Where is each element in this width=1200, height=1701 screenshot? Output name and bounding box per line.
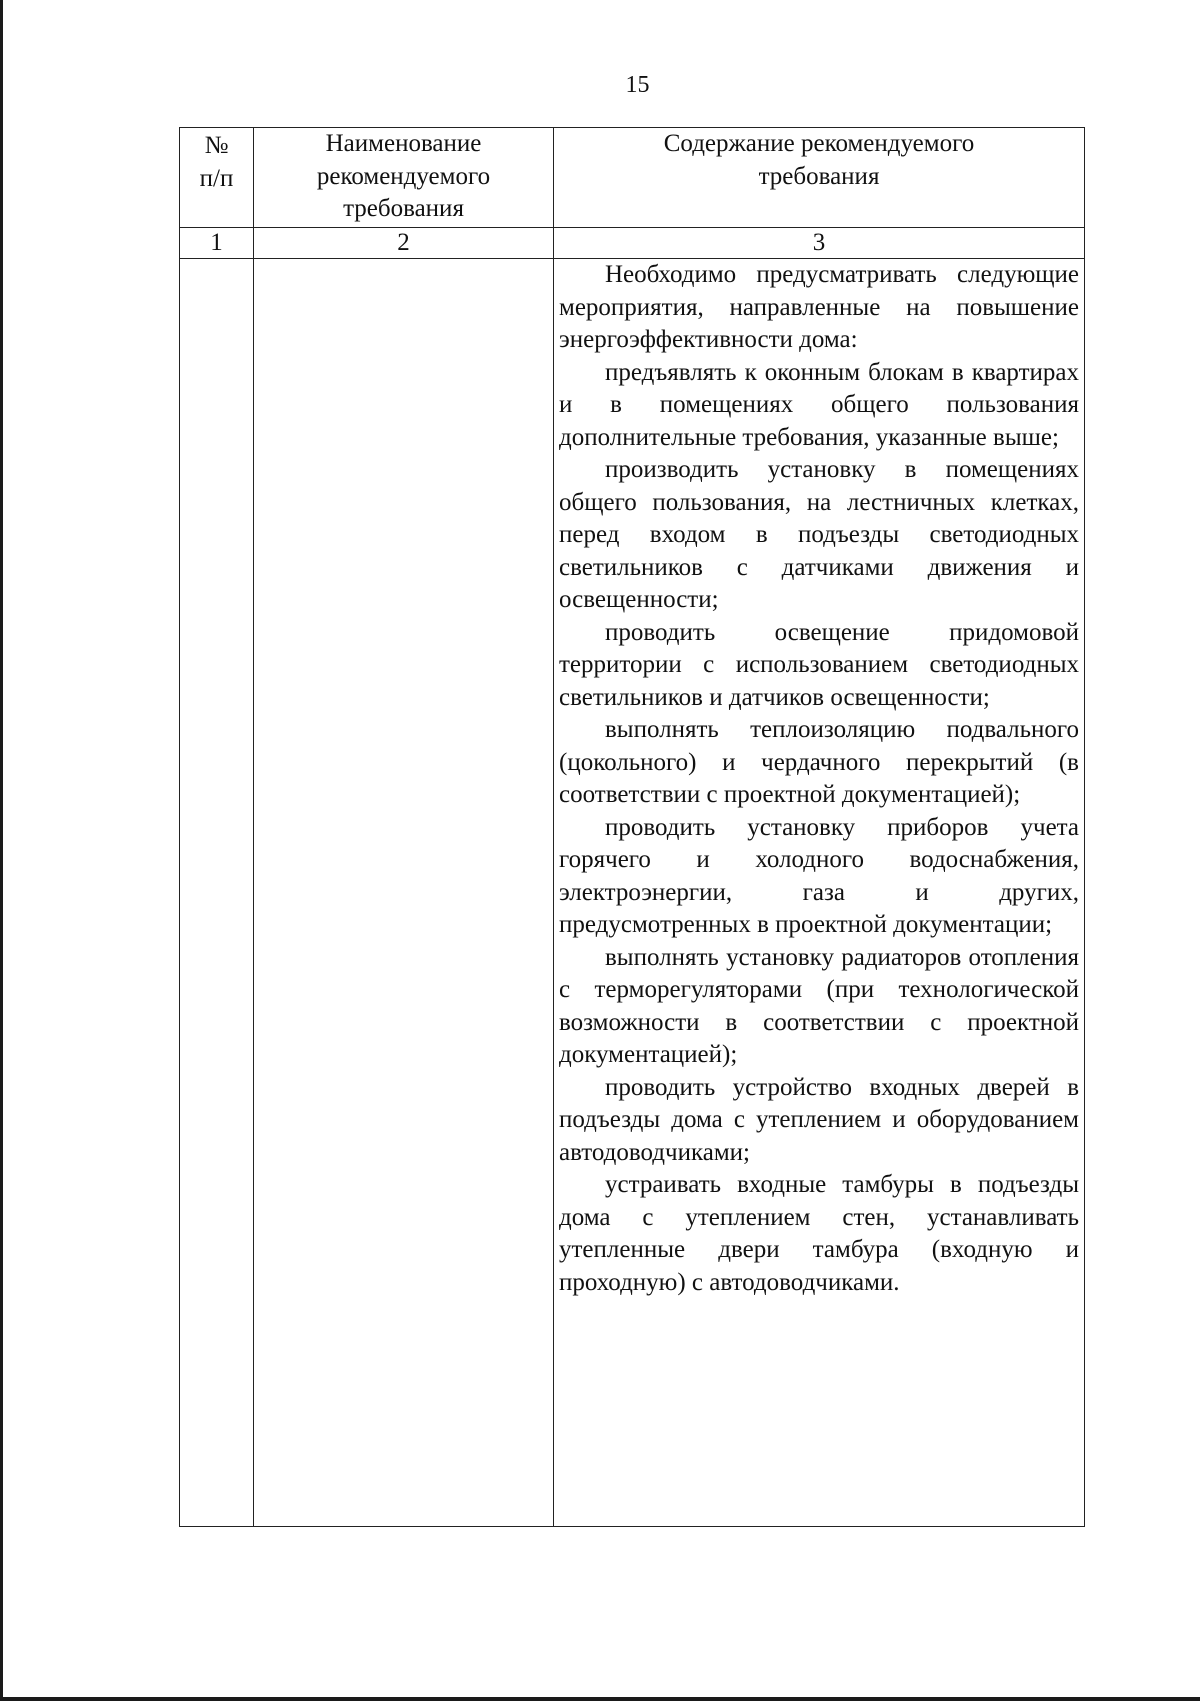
header-content-cell [554, 128, 1085, 228]
column-index-row [180, 228, 1085, 259]
content-paragraph-territory-lighting: проводить освещение придомовой территории с использованием светодиодных светильников и датчиков освещенности; [559, 618, 1079, 711]
column-index-3: 3 [554, 228, 1085, 259]
scan-edge-bottom [0, 1697, 1200, 1701]
header-number-sign: № [204, 132, 229, 159]
header-name-cell [254, 128, 554, 228]
column-index-2: 2 [254, 228, 554, 259]
header-content-line-1: Содержание рекомендуемого [663, 130, 975, 157]
scan-edge-left [0, 0, 3, 1701]
content-paragraph-led-lighting: производить установку в помещениях общего пользования, на лестничных клетках, перед входом в подъезды светодиодных светильников с датчиками движения и освещенности; [559, 456, 1079, 613]
row-number-cell [180, 259, 254, 1527]
requirements-table [179, 127, 1085, 1527]
content-paragraph-window-blocks: предъявлять к оконным блокам в квартирах и в помещениях общего пользования дополнительные требования, указанные выше; [559, 358, 1079, 451]
content-paragraph-entrance-doors: проводить устройство входных дверей в подъезды дома с утеплением и оборудованием автодоводчиками; [559, 1073, 1079, 1166]
header-name-line-2: рекомендуемого [316, 162, 491, 190]
row-content-cell [554, 259, 1085, 1527]
header-name-line-1: Наименование [325, 130, 482, 157]
table-header-row [180, 128, 1085, 228]
content-paragraph-insulation: выполнять теплоизоляцию подвального (цокольного) и чердачного перекрытий (в соответствии с проектной документацией); [559, 716, 1079, 808]
table-row [180, 259, 1085, 1527]
header-number-abbr: п/п [199, 164, 234, 192]
content-paragraph-meters: проводить установку приборов учета горячего и холодного водоснабжения, электроэнергии, газа и других, предусмотренных в проектной документации; [559, 813, 1079, 938]
column-index-1: 1 [180, 228, 254, 259]
row-name-cell [254, 259, 554, 1527]
page-number: 15 [625, 72, 650, 98]
content-paragraph-vestibules: устраивать входные тамбуры в подъезды дома с утеплением стен, устанавливать утепленные двери тамбура (входную и проходную) с автодоводчиками. [559, 1171, 1079, 1296]
header-name-line-3: требования [343, 195, 464, 222]
content-paragraph-intro: Необходимо предусматривать следующие мероприятия, направленные на повышение энергоэффективности дома: [559, 261, 1079, 353]
header-number-cell [180, 128, 254, 228]
header-content-line-2: требования [758, 162, 880, 190]
content-paragraph-radiators: выполнять установку радиаторов отопления с терморегуляторами (при технологической возможности в соответствии с проектной документацией); [559, 943, 1079, 1068]
